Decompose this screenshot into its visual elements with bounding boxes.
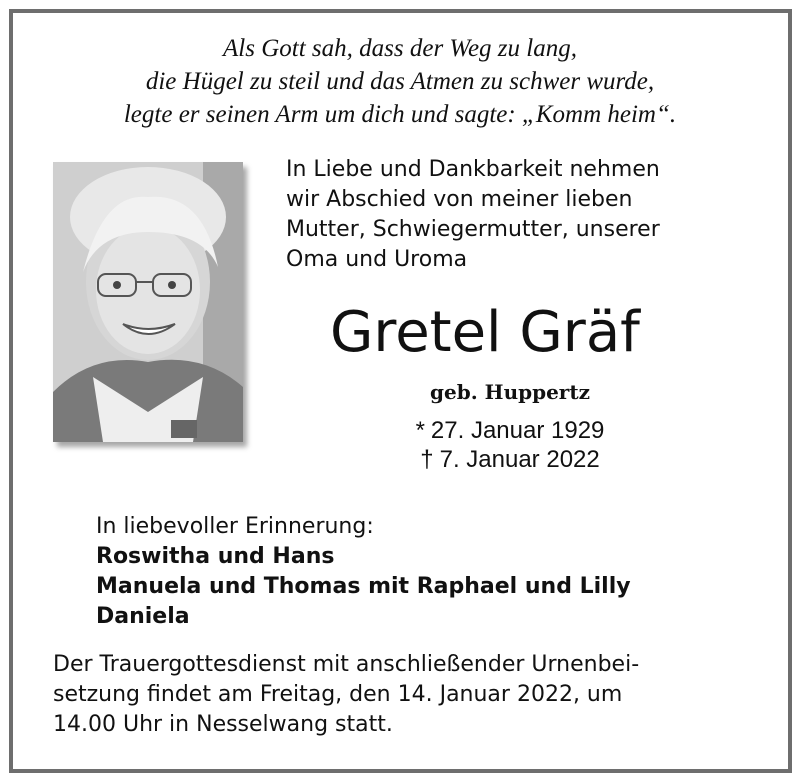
- intro-text: [286, 155, 756, 275]
- maiden-name: geb. Huppertz: [430, 380, 590, 404]
- birth-date: 27. Januar 1929: [430, 417, 605, 444]
- service-announcement: [53, 650, 753, 740]
- verse-line: legte er seinen Arm um dich und sagte: „Komm heim“.: [123, 101, 677, 128]
- death-symbol: †: [420, 446, 434, 473]
- birth-date-row: [380, 416, 640, 445]
- death-date-row: [380, 445, 640, 474]
- verse-line: die Hügel zu steil und das Atmen zu schwer wurde,: [145, 68, 655, 95]
- mourner-name: Manuela und Thomas mit Raphael und Lilly: [96, 574, 631, 599]
- portrait-image: [53, 162, 243, 442]
- intro-line: Oma und Uroma: [286, 247, 468, 272]
- service-line: Der Trauergottesdienst mit anschließender Urnenbei-: [53, 652, 640, 677]
- intro-line: wir Abschied von meiner lieben: [286, 187, 633, 212]
- memorial-verse: [0, 32, 800, 131]
- death-date: 7. Januar 2022: [439, 446, 600, 473]
- life-dates: [380, 416, 640, 474]
- portrait-photo: [53, 162, 243, 442]
- deceased-name: Gretel Gräf: [330, 300, 640, 365]
- mourner-name: Roswitha und Hans: [96, 544, 335, 569]
- intro-line: Mutter, Schwiegermutter, unserer: [286, 217, 660, 242]
- verse-line: Als Gott sah, dass der Weg zu lang,: [223, 35, 577, 62]
- intro-line: In Liebe und Dankbarkeit nehmen: [286, 157, 660, 182]
- birth-symbol: *: [415, 417, 425, 444]
- service-line: 14.00 Uhr in Nesselwang statt.: [53, 712, 393, 737]
- service-line: setzung findet am Freitag, den 14. Januar 2022, um: [53, 682, 623, 707]
- mourner-name: Daniela: [96, 604, 190, 629]
- mourners-heading: In liebevoller Erinnerung:: [96, 514, 374, 539]
- mourners-section: [96, 512, 716, 632]
